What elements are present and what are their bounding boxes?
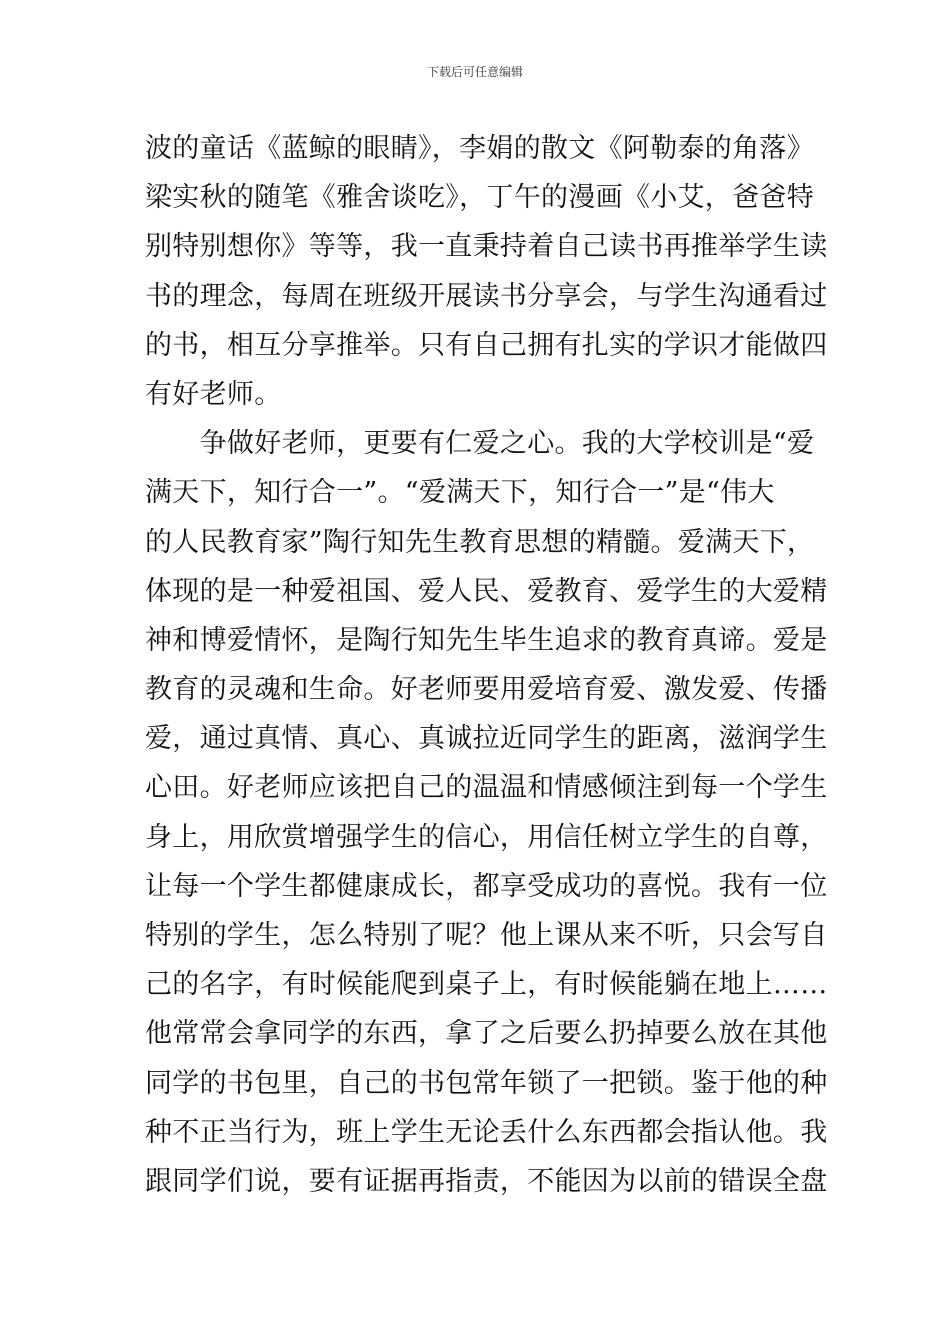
text-line: 波的童话《蓝鲸的眼睛》，李娟的散文《阿勒泰的角落》: [145, 133, 814, 164]
text-line: 的人民教育家”陶行知先生教育思想的精髓。爱满天下，: [145, 526, 815, 558]
text-line: 身上，用欣赏增强学生的信心，用信任树立学生的自尊，: [145, 821, 828, 853]
text-line: 梁实秋的随笔《雅舍谈吃》，丁午的漫画《小艾，爸爸特: [145, 182, 814, 214]
page-header: 下载后可任意编辑: [426, 65, 523, 79]
text-line: 特别的学生，怎么特别了呢？他上课从来不听，只会写自: [145, 920, 828, 951]
text-line: 的书，相互分享推举。只有自己拥有扎实的学识才能做四: [145, 329, 828, 361]
text-line: 争做好老师，更要有仁爱之心。我的大学校训是“爱: [145, 428, 815, 460]
text-line: 有好老师。: [145, 378, 282, 410]
text-line: 他常常会拿同学的东西，拿了之后要么扔掉要么放在其他: [145, 1018, 828, 1050]
text-line: 跟同学们说，要有证据再指责，不能因为以前的错误全盘: [145, 1165, 828, 1197]
text-line: 种不正当行为，班上学生无论丢什么东西都会指认他。我: [145, 1116, 828, 1148]
text-line: 书的理念，每周在班级开展读书分享会，与学生沟通看过: [145, 280, 828, 312]
body-text: [145, 124, 828, 1206]
text-line: 爱，通过真情、真心、真诚拉近同学生的距离，滋润学生: [145, 723, 828, 755]
text-line: 让每一个学生都健康成长，都享受成功的喜悦。我有一位: [145, 870, 828, 902]
text-line: 体现的是一种爱祖国、爱人民、爱教育、爱学生的大爱精: [145, 575, 828, 607]
text-line: 己的名字，有时候能爬到桌子上，有时候能躺在地上……: [145, 969, 828, 1001]
text-line: 同学的书包里，自己的书包常年锁了一把锁。鉴于他的种: [145, 1067, 828, 1099]
text-line: 教育的灵魂和生命。好老师要用爱培育爱、激发爱、传播: [145, 674, 828, 706]
text-line: 心田。好老师应该把自己的温温和情感倾注到每一个学生: [145, 772, 828, 804]
text-line: 别特别想你》等等，我一直秉持着自己读书再推举学生读: [145, 231, 828, 263]
text-line: 满天下，知行合一”。“爱满天下，知行合一”是“伟大: [145, 477, 775, 509]
text-line: 神和博爱情怀，是陶行知先生毕生追求的教育真谛。爱是: [145, 624, 828, 656]
